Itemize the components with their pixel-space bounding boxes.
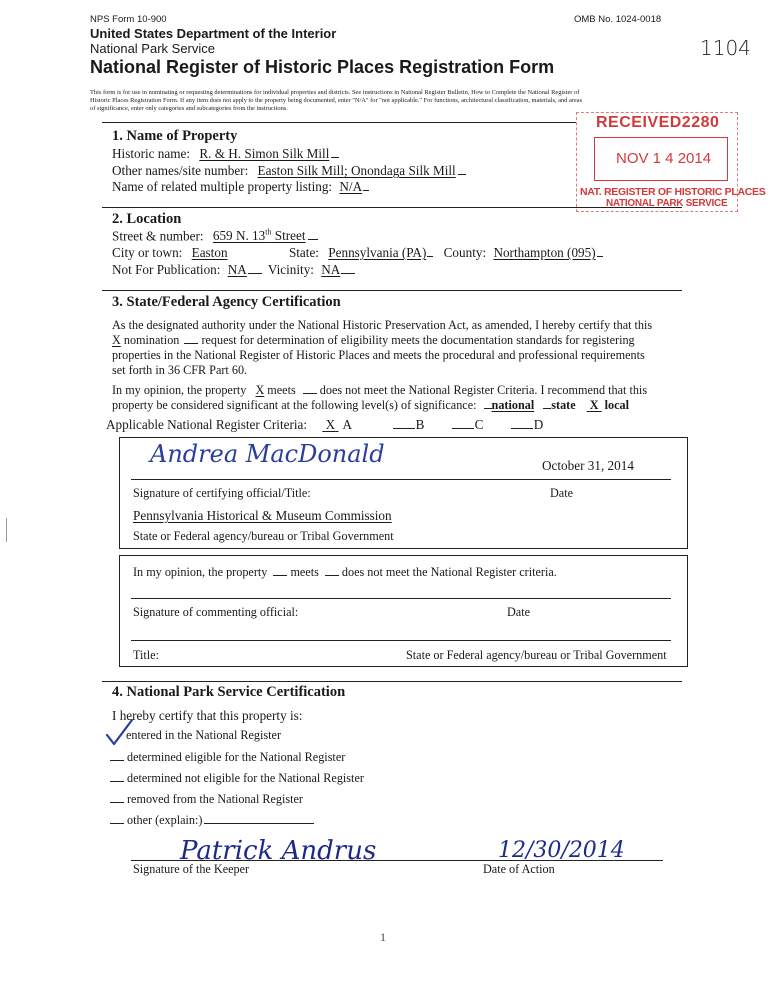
certifying-signature: Andrea MacDonald [150,440,385,468]
publication-row [112,262,358,278]
other-names-value: Easton Silk Mill; Onondaga Silk Mill [257,163,456,178]
level-local-mark: X [589,398,599,412]
commenting-signature-line [131,598,671,599]
instructions-line-2: Historic Places Registration Form. If any item does not apply to the property being documented, enter "N/A" for "not applicable." For functions, architectural classification, materials, and areas [90,97,583,104]
level-state: state [551,398,576,412]
scan-margin-mark [6,518,7,542]
vicinity-label: Vicinity: [267,262,314,277]
section2-title: 2. Location [112,211,182,227]
keeper-signature-line [131,860,663,861]
option-eligible: determined eligible for the National Register [110,750,345,765]
related-listing-label: Name of related multiple property listing: [112,179,333,194]
certification-date: October 31, 2014 [542,458,634,473]
cert-para1-line4: set forth in 36 CFR Part 60. [112,363,248,377]
other-names-row [112,163,469,179]
criteria-row [106,417,543,433]
not-for-publication-value: NA [227,262,247,277]
action-date: 12/30/2014 [498,838,625,863]
department-name: United States Department of the Interior [90,26,337,41]
option-removed: removed from the National Register [110,792,303,807]
vicinity-value: NA [321,262,341,277]
instructions-line-1: This form is for use in nominating or requesting determinations for individual properties and districts. See instructions in National Register Bulletin, How to Complete the National Register of [90,89,580,96]
historic-name-row [112,146,342,162]
commenting-signature-label: Signature of commenting official: [133,605,299,619]
signature-date-label: Date [550,486,574,500]
agency-value: Pennsylvania Historical & Museum Commission [133,508,392,523]
form-number: NPS Form 10-900 [90,14,167,25]
section1-top-rule [102,122,576,123]
county-value: Northampton (095) [493,245,596,260]
action-date-label: Date of Action [483,862,555,876]
not-for-publication-label: Not For Publication: [112,262,221,277]
commenting-title-label: Title: [133,648,159,662]
criteria-b: B [415,417,425,432]
omb-number: OMB No. 1024-0018 [574,14,662,25]
signature-official-label: Signature of certifying official/Title: [133,486,311,500]
related-listing-row [112,179,372,195]
option-not-eligible: determined not eligible for the National Register [110,771,364,786]
section3-title: 3. State/Federal Agency Certification [112,294,341,310]
stamp-received: RECEIVED2280 [596,114,720,131]
title-line [131,640,671,641]
section4-title: 4. National Park Service Certification [112,684,346,700]
street-row [112,228,321,244]
other-names-label: Other names/site number: [112,163,249,178]
cert-para1-line3: properties in the National Register of Historic Places and meets the procedural and professional requirements [112,348,645,362]
section1-title: 1. Name of Property [112,128,238,144]
page-number: 1 [380,930,386,944]
stamp-line-2: NATIONAL PARK SERVICE [606,198,728,209]
section3-top-rule [102,290,682,291]
criteria-a: A [342,417,352,432]
street-value: 659 N. 13th Street [212,228,306,244]
handwritten-page-id: 1104 [700,36,751,60]
opinion-row: In my opinion, the property meets does not meet the National Register criteria. [133,565,557,579]
meets-mark: X [255,383,265,397]
page-title: National Register of Historic Places Registration Form [90,57,555,77]
criteria-d: D [533,417,544,432]
option-entered: entered in the National Register [126,728,281,742]
section4-top-rule [102,681,682,682]
city-label: City or town: [112,245,183,260]
keeper-signature: Patrick Andrus [180,836,377,866]
commenting-agency-label: State or Federal agency/bureau or Tribal Government [406,648,667,662]
criteria-label: Applicable National Register Criteria: [106,417,308,432]
level-local: local [604,398,630,412]
nps-cert-intro: I hereby certify that this property is: [112,708,303,723]
related-listing-value: N/A [339,179,363,194]
criteria-a-mark: X [325,417,336,432]
state-label: State: [288,245,319,260]
signature-line [131,479,671,480]
keeper-signature-label: Signature of the Keeper [133,862,250,876]
agency-label: State or Federal agency/bureau or Tribal Government [133,529,394,543]
state-value: Pennsylvania (PA) [328,245,427,260]
street-label: Street & number: [112,228,204,244]
instructions-line-3: of significance, enter only categories and subcategories from the instructions. [90,105,288,112]
cert-para1-line1: As the designated authority under the National Historic Preservation Act, as amended, I hereby certify that this [112,318,653,332]
service-name: National Park Service [90,41,215,56]
nomination-mark: X [112,333,121,347]
stamp-date: NOV 1 4 2014 [616,150,712,167]
cert-para1-line2: X nomination request for determination of eligibility meets the documentation standards for registering [112,333,635,347]
level-national: national [491,398,535,412]
county-label: County: [443,245,487,260]
instructions-text [90,89,582,113]
criteria-c: C [474,417,484,432]
cert-para2-line1: In my opinion, the property X meets does not meet the National Register Criteria. I recommend that this [112,383,648,397]
section2-top-rule [102,207,682,208]
city-row [112,245,606,261]
stamp-line-1: NAT. REGISTER OF HISTORIC PLACES [580,186,766,198]
option-other: other (explain:) [110,813,317,828]
cert-para2-line2: property be considered significant at the following level(s) of significance: national state X local [112,398,630,412]
city-value: Easton [191,245,228,260]
commenting-date-label: Date [507,605,531,619]
historic-name-label: Historic name: [112,146,191,161]
historic-name-value: R. & H. Simon Silk Mill [199,146,330,161]
